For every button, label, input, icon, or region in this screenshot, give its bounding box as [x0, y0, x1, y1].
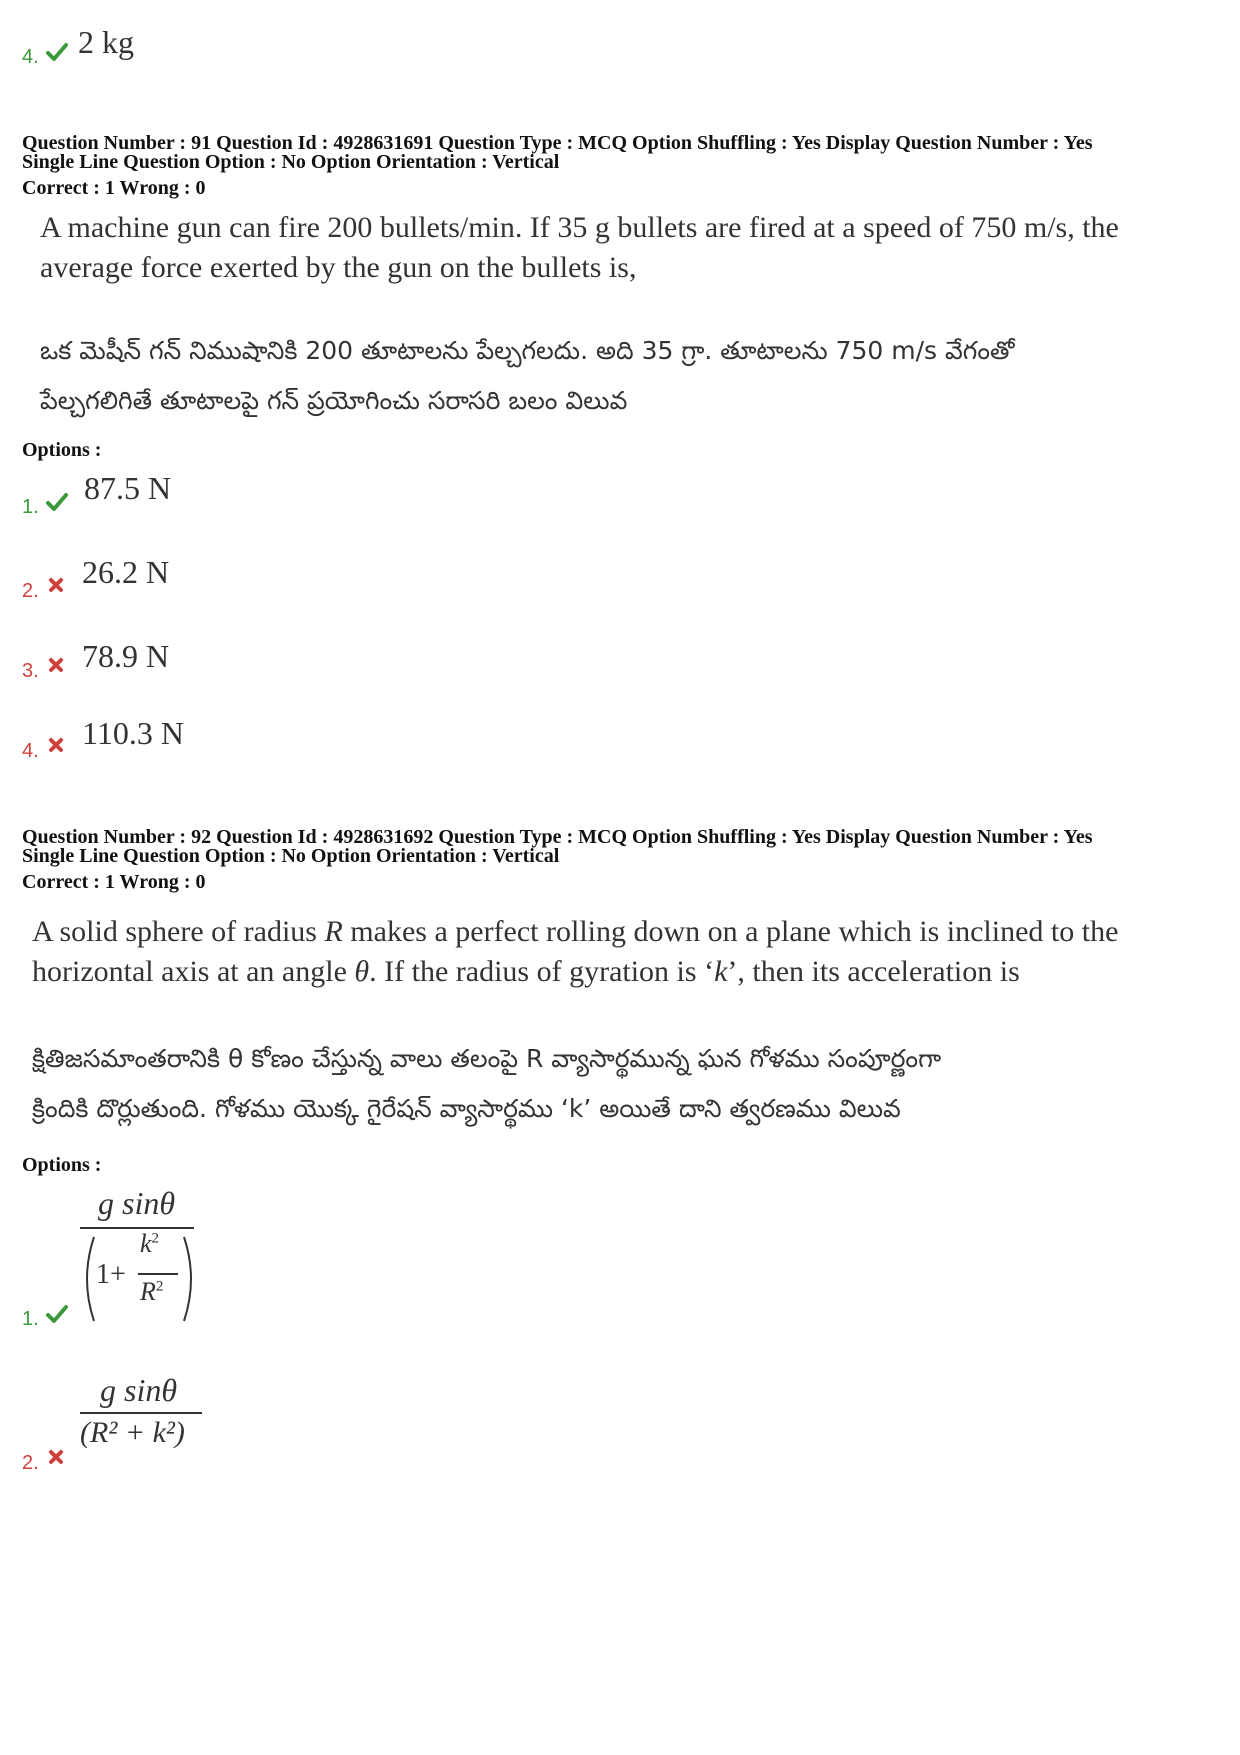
q91-option-3-number: 3.	[22, 660, 39, 682]
fraction-bar	[80, 1412, 202, 1414]
q91-option-1-number: 1.	[22, 496, 39, 518]
q92-en-line1-r: R	[324, 915, 343, 948]
q92-question-te	[32, 1034, 1222, 1134]
q91-option-3-text: 78.9 N	[82, 638, 170, 674]
formula-den-text: R² + k²	[90, 1416, 175, 1449]
q91-te-line2: పేల్చగలిగితే తూటాలపై గన్ ప్రయోగించు సరాసరి బలం విలువ	[40, 386, 628, 415]
check-icon	[46, 42, 68, 62]
cross-icon	[48, 1449, 64, 1465]
cross-icon	[48, 577, 64, 593]
q91-option-4-number: 4.	[22, 740, 39, 762]
q91-option-1-text: 87.5 N	[84, 470, 172, 506]
formula-den-one: 1+	[96, 1259, 126, 1290]
formula-k: k	[140, 1229, 152, 1258]
formula-R: R	[140, 1277, 156, 1306]
q92-en-line1-b: makes a perfect rolling down on a plane which is inclined to the	[342, 915, 1119, 948]
q91-meta-line1: Question Number : 91 Question Id : 4928631691 Question Type : MCQ Option Shuffling : Yes Display Question Number : Yes	[22, 132, 1093, 154]
formula-den-k	[140, 1229, 159, 1259]
q91-option-4-text: 110.3 N	[82, 715, 184, 751]
q91-en-line2: average force exerted by the gun on the bullets is,	[40, 251, 637, 284]
formula-k-exp: 2	[151, 1230, 160, 1247]
q92-meta-line1: Question Number : 92 Question Id : 4928631692 Question Type : MCQ Option Shuffling : Yes Display Question Number : Yes	[22, 826, 1093, 848]
q92-option-2-number: 2.	[22, 1452, 39, 1474]
q92-te-line1: క్షితిజసమాంతరానికి θ కోణం చేస్తున్న వాలు తలంపై R వ్యాసార్థమున్న ఘన గోళము సంపూర్ణంగా	[32, 1044, 942, 1073]
formula-denominator: (R² + k²)	[80, 1416, 185, 1449]
q92-en-line2-c: ’, then its acceleration is	[727, 955, 1020, 988]
inner-fraction-bar	[138, 1273, 178, 1275]
formula-numerator: g sinθ	[100, 1372, 178, 1408]
q92-option-2-formula	[80, 1372, 210, 1472]
formula-numerator: g sinθ	[98, 1185, 176, 1221]
q92-en-line2-a: horizontal axis at an angle	[32, 955, 355, 988]
q92-en-line2-theta: θ	[354, 955, 370, 988]
q92-meta-line2: Single Line Question Option : No Option Orientation : Vertical	[22, 845, 560, 867]
check-icon	[46, 492, 68, 512]
q92-te-line2: క్రిందికి దొర్లుతుంది. గోళము యొక్క గైరేషన్ వ్యాసార్థము ‘k’ అయితే దాని త్వరణము విలువ	[32, 1094, 901, 1123]
q91-meta-line3: Correct : 1 Wrong : 0	[22, 177, 206, 199]
check-icon	[46, 1304, 68, 1324]
cross-icon	[48, 657, 64, 673]
q91-te-line1: ఒక మెషీన్ గన్ నిముషానికి 200 తూటాలను పేల్చగలదు. అది 35 గ్రా. తూటాలను 750 m/s వేగంతో	[40, 336, 1015, 365]
q91-option-2-number: 2.	[22, 580, 39, 602]
q92-en-line2-k: k	[714, 955, 728, 988]
q91-question-te	[40, 326, 1220, 426]
q92-en-line1-a: A solid sphere of radius	[32, 915, 325, 948]
q91-options-label: Options :	[22, 439, 102, 461]
q91-option-2-text: 26.2 N	[82, 554, 170, 590]
q91-en-line1: A machine gun can fire 200 bullets/min. If 35 g bullets are fired at a speed of 750 m/s, the	[40, 211, 1119, 244]
q92-en-line1	[32, 912, 1222, 952]
q92-question-en	[32, 912, 1222, 992]
cross-icon	[48, 737, 64, 753]
prev-option-number: 4.	[22, 46, 39, 68]
q91-meta-line2: Single Line Question Option : No Option Orientation : Vertical	[22, 151, 560, 173]
fraction-bar	[80, 1227, 194, 1229]
q92-option-1-number: 1.	[22, 1308, 39, 1330]
q91-question-en	[40, 208, 1220, 288]
formula-R-exp: 2	[155, 1278, 164, 1295]
prev-option-text: 2 kg	[78, 24, 134, 60]
q92-options-label: Options :	[22, 1154, 102, 1176]
q92-en-line2	[32, 952, 1222, 992]
q92-en-line2-b: . If the radius of gyration is ‘	[369, 955, 715, 988]
formula-den-R	[140, 1277, 163, 1307]
q92-option-1-formula	[80, 1185, 200, 1325]
q92-meta-line3: Correct : 1 Wrong : 0	[22, 871, 206, 893]
